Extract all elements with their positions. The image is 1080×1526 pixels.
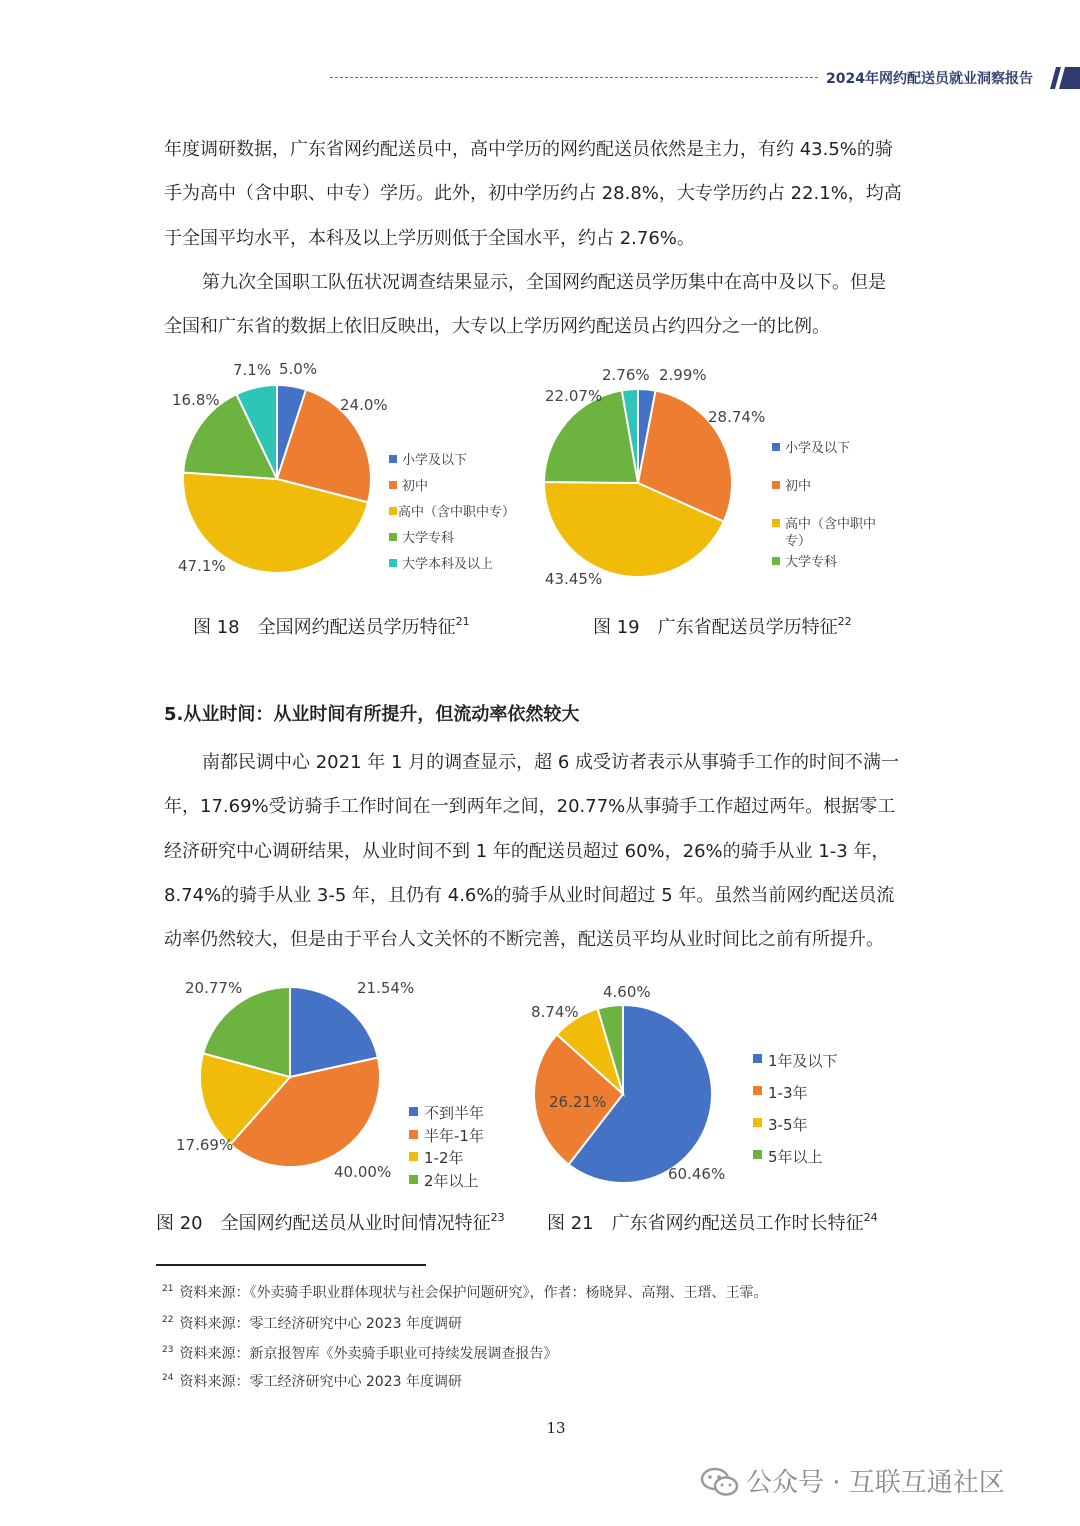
header-slash-icon [1050, 67, 1080, 89]
text-line: 南都民调中心 2021 年 1 月的调查显示，超 6 成受访者表示从事骑手工作的时间不满一 [202, 752, 900, 773]
legend-label: 半年-1年 [424, 1127, 484, 1145]
footnote-divider [156, 1264, 426, 1266]
footnote-ref[interactable]: 21 [455, 615, 470, 628]
legend-label: 大学本科及以上 [402, 557, 494, 572]
legend-swatch [772, 557, 780, 565]
legend-label: 5年以上 [768, 1148, 823, 1166]
data-label: 20.77% [185, 979, 243, 997]
text-line: 8.74%的骑手从业 3-5 年，且仍有 4.6%的骑手从业时间超过 5 年。虽然当前网约配送员流 [164, 884, 895, 906]
footnote-number: 21 [162, 1284, 174, 1294]
data-label: 2.76% [602, 366, 650, 384]
footnote-text: 资料来源：新京报智库《外卖骑手职业可持续发展调查报告》 [179, 1346, 558, 1362]
text-line: 年，17.69%受访骑手工作时间在一到两年之间，20.77%从事骑手工作超过两年。根据零工 [164, 796, 896, 818]
footnote-number: 23 [162, 1345, 174, 1355]
text-line: 动率仍然较大，但是由于平台人文关怀的不断完善，配送员平均从业时间比之前有所提升。 [164, 929, 884, 951]
footnote [162, 1371, 462, 1391]
pie-chart-fig20 [160, 970, 540, 1200]
legend-label: 1年及以下 [768, 1052, 838, 1070]
legend-swatch [409, 1130, 418, 1139]
chart-fig20 [160, 970, 540, 1200]
text-line: 全国和广东省的数据上依旧反映出，大专以上学历网约配送员占约四分之一的比例。 [164, 316, 830, 338]
legend-swatch [772, 519, 780, 527]
page-number: 13 [546, 1419, 566, 1437]
data-label: 43.45% [545, 570, 603, 588]
footnote-text: 资料来源：《外卖骑手职业群体现状与社会保护问题研究》，作者：杨晓昇、高翔、王瑨、王霏。 [179, 1285, 768, 1301]
caption-text: 图 20 全国网约配送员从业时间情况特征 [156, 1213, 491, 1234]
section-heading: 5.从业时间：从业时间有所提升，但流动率依然较大 [164, 704, 580, 725]
data-label: 7.1% [233, 361, 272, 379]
legend-swatch [753, 1118, 762, 1127]
data-label: 8.74% [531, 1003, 579, 1021]
legend-label: 小学及以下 [785, 441, 851, 456]
footnote-text: 资料来源：零工经济研究中心 2023 年度调研 [179, 1374, 462, 1390]
data-label: 5.0% [279, 360, 318, 378]
legend-swatch [409, 1152, 418, 1161]
chart-fig19 [540, 350, 910, 590]
data-label: 17.69% [176, 1136, 234, 1154]
footnote-number: 22 [162, 1315, 174, 1325]
legend-swatch [389, 507, 397, 515]
legend-swatch [772, 443, 780, 451]
figure-caption-21 [547, 1209, 878, 1235]
footnote [162, 1343, 557, 1363]
data-label: 21.54% [357, 979, 415, 997]
footnote-number: 24 [162, 1373, 174, 1383]
figure-caption-19 [593, 613, 852, 639]
chart-fig18 [160, 350, 540, 590]
footnote-text: 资料来源：零工经济研究中心 2023 年度调研 [179, 1316, 462, 1332]
legend-label: 高中（含中职中 [785, 517, 877, 532]
figure-caption-18 [193, 613, 470, 639]
legend-swatch [409, 1175, 418, 1184]
legend-label: 高中（含中职中专） [398, 505, 516, 520]
footnote-ref[interactable]: 23 [490, 1211, 505, 1224]
text-line: 于全国平均水平，本科及以上学历则低于全国水平，约占 2.76%。 [164, 227, 695, 249]
legend-swatch [389, 559, 397, 567]
pie-chart-fig18 [160, 350, 540, 590]
legend-label: 大学专科 [785, 555, 838, 570]
data-label: 22.07% [545, 387, 603, 405]
data-label: 40.00% [334, 1163, 392, 1181]
text-line: 年度调研数据，广东省网约配送员中，高中学历的网约配送员依然是主力，有约 43.5%的骑 [164, 139, 893, 160]
intro-paragraph-2 [164, 261, 916, 350]
watermark-text: 公众号 · 互联互通社区 [746, 1468, 1005, 1498]
wechat-icon [700, 1467, 740, 1497]
legend-label: 1-3年 [768, 1084, 808, 1102]
data-label: 26.21% [549, 1093, 607, 1111]
data-label: 47.1% [178, 557, 226, 575]
pie-chart-fig19 [540, 350, 910, 590]
header-divider [330, 77, 818, 78]
footnote [162, 1313, 462, 1333]
pie-chart-fig21 [520, 970, 900, 1200]
legend-swatch [753, 1150, 762, 1159]
footnote-ref[interactable]: 22 [837, 615, 852, 628]
legend-label: 初中 [402, 479, 429, 494]
data-label: 24.0% [340, 396, 388, 414]
legend-label: 大学专科 [402, 531, 455, 546]
legend-swatch [389, 481, 397, 489]
caption-text: 图 21 广东省网约配送员工作时长特征 [547, 1213, 864, 1234]
data-label: 16.8% [172, 391, 220, 409]
footnote [162, 1282, 767, 1302]
text-line: 经济研究中心调研结果，从业时间不到 1 年的配送员超过 60%，26%的骑手从业 1-3 年， [164, 840, 890, 862]
data-label: 2.99% [659, 366, 707, 384]
caption-text: 图 18 全国网约配送员学历特征 [193, 617, 456, 638]
legend-label: 专） [785, 534, 812, 549]
legend-label: 2年以上 [424, 1172, 479, 1190]
figure-caption-20 [156, 1209, 505, 1235]
legend-swatch [389, 455, 397, 463]
data-label: 60.46% [668, 1165, 726, 1183]
legend-swatch [772, 481, 780, 489]
data-label: 28.74% [708, 408, 766, 426]
section5-paragraph [164, 741, 916, 962]
legend-label: 小学及以下 [402, 453, 468, 468]
text-line: 第九次全国职工队伍状况调查结果显示，全国网约配送员学历集中在高中及以下。但是 [202, 272, 886, 293]
legend-swatch [753, 1086, 762, 1095]
legend-swatch [409, 1107, 418, 1116]
text-line: 手为高中（含中职、中专）学历。此外，初中学历约占 28.8%，大专学历约占 22.1%，均高 [164, 183, 902, 205]
legend-label: 1-2年 [424, 1149, 464, 1167]
legend-label: 初中 [785, 479, 812, 494]
intro-paragraph-1 [164, 128, 916, 261]
chart-fig21 [520, 970, 900, 1200]
caption-text: 图 19 广东省配送员学历特征 [593, 617, 838, 638]
legend-swatch [753, 1054, 762, 1063]
header-title: 2024年网约配送员就业洞察报告 [826, 71, 1033, 87]
data-label: 4.60% [603, 983, 651, 1001]
legend-label: 3-5年 [768, 1116, 808, 1134]
legend-swatch [389, 533, 397, 541]
watermark [700, 1462, 1005, 1499]
footnote-ref[interactable]: 24 [863, 1211, 878, 1224]
legend-label: 不到半年 [424, 1104, 485, 1122]
